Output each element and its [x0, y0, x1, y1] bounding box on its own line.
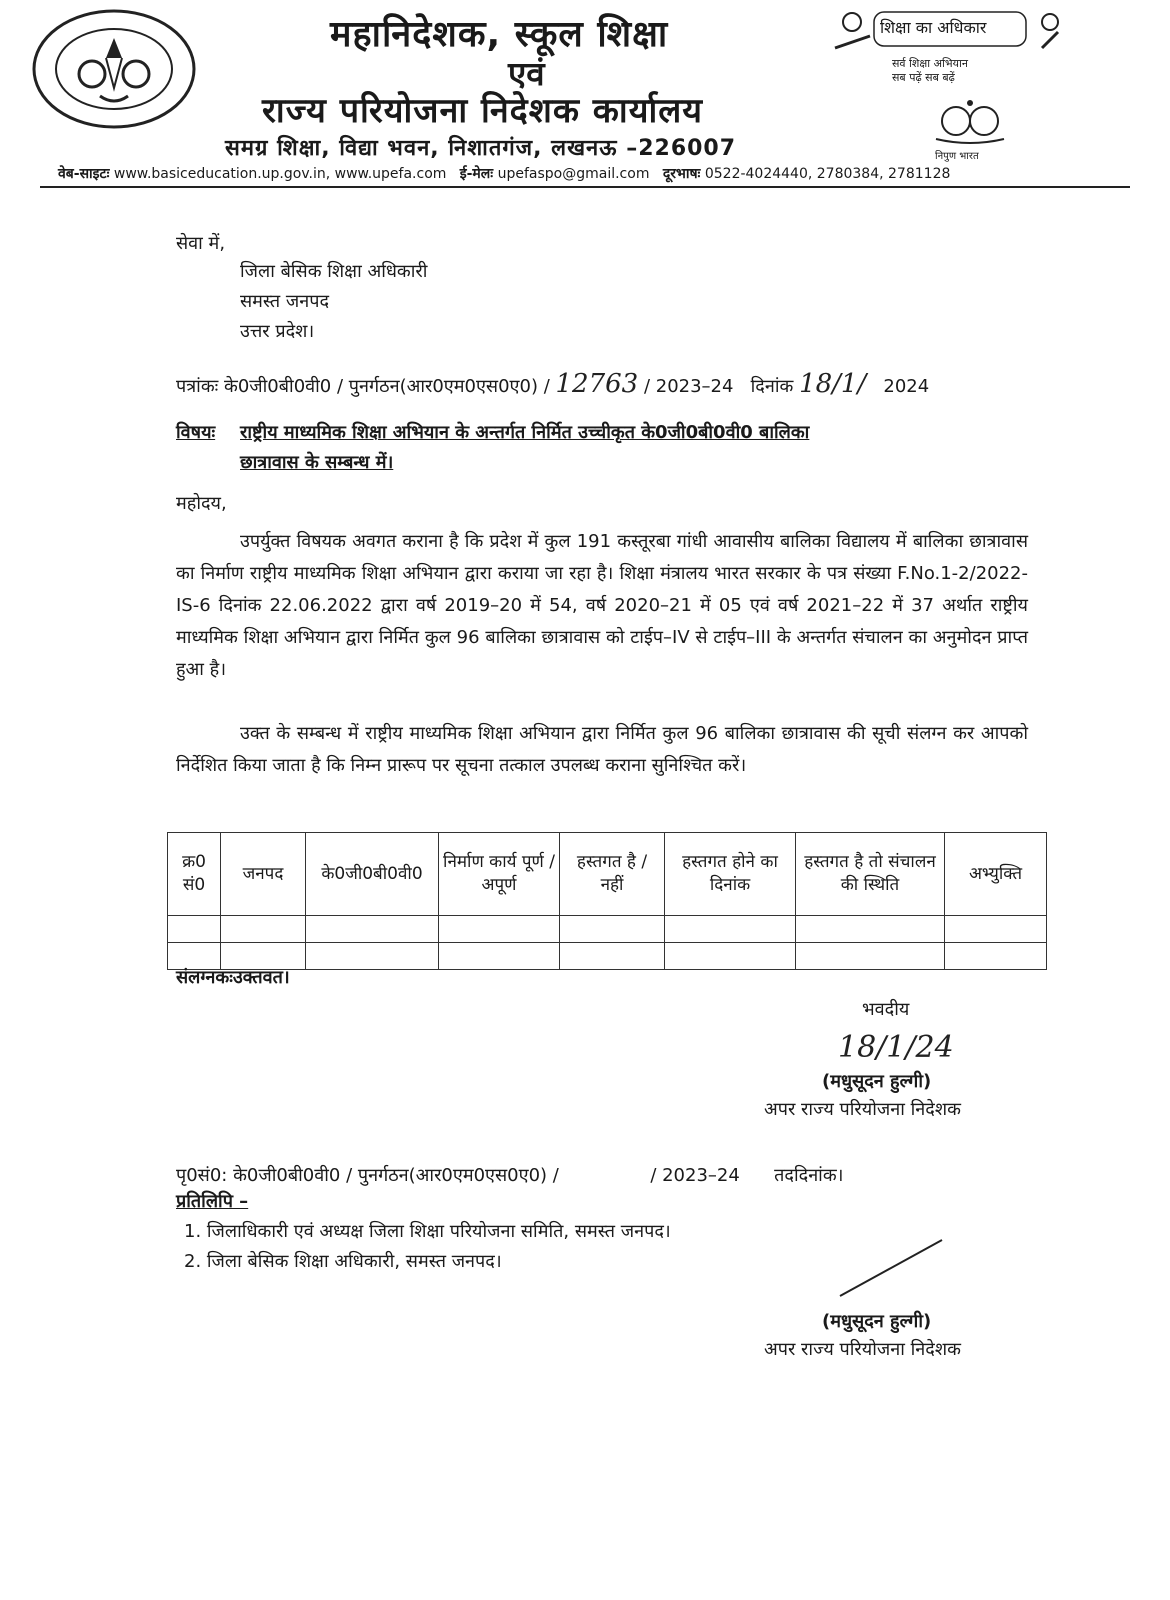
table-header-row [168, 833, 1047, 916]
right-tagline-2: सब पढ़ें सब बढ़ें [892, 71, 955, 84]
copy-ref-date: तददिनांक। [774, 1165, 844, 1186]
subject-label: विषयः [176, 422, 216, 443]
signature-hand: 18/1/24 [838, 1030, 954, 1065]
reference-date-year: 2024 [883, 376, 930, 397]
letterhead-title-line1: महानिदेशक, स्कूल शिक्षा [330, 14, 669, 55]
email-value: upefaspo@gmail.com [497, 166, 650, 182]
phone-value: 0522-4024440, 2780384, 2781128 [704, 166, 951, 182]
copy-ref-year: / 2023–24 [650, 1165, 740, 1186]
col-construction: निर्माण कार्य पूर्ण / अपूर्ण [439, 833, 560, 916]
closing: भवदीय [862, 999, 910, 1020]
letterhead-title-line2: एवं [508, 54, 545, 93]
col-operation-status: हस्तगत है तो संचालन की स्थिति [796, 833, 945, 916]
subject-line1: राष्ट्रीय माध्यमिक शिक्षा अभियान के अन्तर्गत निर्मित उच्चीकृत के0जी0बी0वी0 बालिका [240, 422, 810, 443]
enclosure: संलग्नकःउक्तवत। [176, 967, 290, 988]
col-remarks: अभ्युक्ति [945, 833, 1047, 916]
right-tagline-1: सर्व शिक्षा अभियान [892, 57, 968, 70]
signatory-designation-1: अपर राज्य परियोजना निदेशक [764, 1099, 961, 1120]
reference-year: / 2023–24 [643, 376, 734, 397]
recipient-line2: समस्त जनपद [240, 291, 330, 312]
copy-reference [176, 1160, 844, 1192]
right-logo-text: शिक्षा का अधिकार [880, 18, 987, 37]
signature-stroke [836, 1236, 946, 1300]
website-label: वेब-साइटः [58, 166, 110, 182]
col-handover-date: हस्तगत होने का दिनांक [665, 833, 796, 916]
signatory-name-1: (मधुसूदन हुल्गी) [822, 1071, 932, 1092]
col-kgbv: के0जी0बी0वी0 [306, 833, 439, 916]
letterhead-address: समग्र शिक्षा, विद्या भवन, निशातगंज, लखनऊ –226007 [225, 136, 737, 161]
subject-line2: छात्रावास के सम्बन्ध में। [240, 452, 394, 473]
signatory-name-2: (मधुसूदन हुल्गी) [822, 1311, 932, 1332]
website-value: www.basiceducation.up.gov.in, www.upefa.com [113, 166, 447, 182]
nipun-bharat-text: निपुण भारत [935, 151, 979, 162]
recipient-line3: उत्तर प्रदेश। [240, 321, 315, 342]
paragraph-2: उक्त के सम्बन्ध में राष्ट्रीय माध्यमिक शिक्षा अभियान द्वारा निर्मित कुल 96 बालिका छात्रावास की सूची संलग्न कर आपको निर्देशित किया जाता है कि निम्न प्रारूप पर सूचना तत्काल उपलब्ध कराना सुनिश्चित करें। [176, 723, 1028, 776]
col-district: जनपद [221, 833, 306, 916]
reference-date-label: दिनांक [750, 376, 794, 397]
nipun-bharat-logo [928, 95, 1012, 147]
copy-ref-prefix: पृ0सं0: के0जी0बी0वी0 / पुनर्गठन(आर0एम0एस0ए0) / [176, 1165, 559, 1186]
table-row [168, 916, 1047, 943]
up-government-seal [30, 8, 198, 130]
reference-number: 12763 [555, 369, 639, 399]
reference-date-hand: 18/1/ [799, 369, 867, 399]
copy-item-2: 2. जिला बेसिक शिक्षा अधिकारी, समस्त जनपद। [184, 1251, 502, 1272]
table-row [168, 943, 1047, 970]
signatory-designation-2: अपर राज्य परियोजना निदेशक [764, 1339, 961, 1360]
col-serial: क्र0 सं0 [168, 833, 221, 916]
salutation: सेवा में, [176, 233, 226, 254]
phone-label: दूरभाषः [662, 166, 701, 182]
information-format-table [167, 832, 1047, 970]
col-handover: हस्तगत है / नहीं [560, 833, 665, 916]
greeting: महोदय, [176, 493, 227, 514]
contact-line [58, 164, 950, 183]
letterhead-title-line3: राज्य परियोजना निदेशक कार्यालय [262, 91, 704, 131]
letterhead-divider [40, 186, 1130, 188]
paragraph-1: उपर्युक्त विषयक अवगत कराना है कि प्रदेश में कुल 191 कस्तूरबा गांधी आवासीय बालिका विद्यालय में बालिका छात्रावास का निर्माण राष्ट्रीय माध्यमिक शिक्षा अभियान द्वारा कराया जा रहा है। शिक्षा मंत्रालय भारत सरकार के पत्र संख्या F.No.1-2/2022-IS-6 दिनांक 22.06.2022 द्वारा वर्ष 2019–20 में 54, वर्ष 2020–21 में 05 एवं वर्ष 2021–22 में 37 अर्थात राष्ट्रीय माध्यमिक शिक्षा अभियान द्वारा निर्मित कुल 96 बालिका छात्रावास को टाईप–IV से टाईप–III के अन्तर्गत संचालन का अनुमोदन प्राप्त हुआ है। [176, 531, 1028, 680]
reference-prefix: पत्रांकः के0जी0बी0वी0 / पुनर्गठन(आर0एम0एस0ए0) / [176, 376, 550, 397]
copy-item-1: 1. जिलाधिकारी एवं अध्यक्ष जिला शिक्षा परियोजना समिति, समस्त जनपद। [184, 1221, 671, 1242]
recipient-line1: जिला बेसिक शिक्षा अधिकारी [240, 261, 428, 282]
email-label: ई-मेलः [459, 166, 494, 182]
copies-heading: प्रतिलिपि – [176, 1191, 249, 1212]
reference-line [176, 368, 929, 403]
